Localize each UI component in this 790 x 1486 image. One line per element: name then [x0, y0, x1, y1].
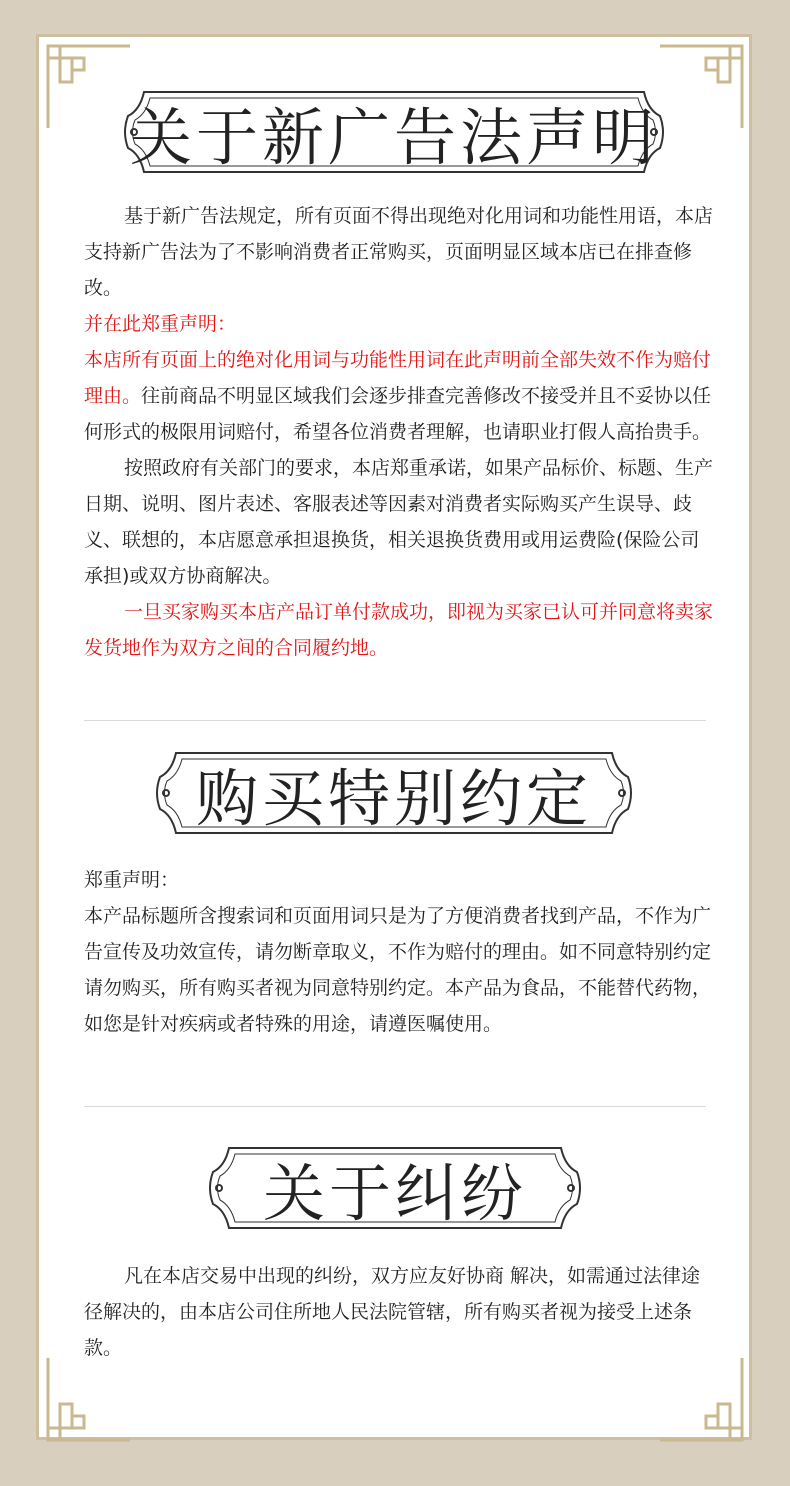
section2-paragraph-2: 本产品标题所含搜索词和页面用词只是为了方便消费者找到产品，不作为广告宣传及功效宣传，请勿断章取义，不作为赔付的理由。如不同意特别约定请勿购买，所有购买者视为同意特别约定。本产品为食品，不能替代药物，如您是针对疾病或者特殊的用途，请遵医嘱使用。 — [84, 905, 712, 1035]
divider-1 — [84, 720, 706, 721]
section3-title: 关于纠纷 — [262, 1156, 527, 1230]
section1-red-statement: 本店所有页面上的绝对化用词与功能性用词在此声明前全部失效不作为赔付理由。 — [84, 349, 712, 407]
corner-ornament-bottom-left — [44, 1354, 134, 1444]
corner-ornament-bottom-right — [656, 1354, 746, 1444]
section1-title: 关于新广告法声明 — [129, 100, 658, 174]
section3-paragraph-1: 凡在本店交易中出现的纠纷，双方应友好协商 解决，如需通过法律途径解决的，由本店公司住所地人民法院管辖，所有购买者视为接受上述条款。 — [84, 1265, 701, 1359]
section3-body — [84, 1258, 714, 1366]
section2-title: 购买特别约定 — [195, 761, 592, 835]
section1-paragraph-3 — [84, 342, 714, 450]
section1-declaration-heading: 并在此郑重声明： — [84, 313, 237, 335]
section1-paragraph-1: 基于新广告法规定，所有页面不得出现绝对化用词和功能性用语，本店支持新广告法为了不影响消费者正常购买，页面明显区域本店已在排查修改。 — [84, 205, 714, 299]
corner-ornament-top-right — [656, 42, 746, 132]
section1-body — [84, 198, 714, 666]
section1-title-frame — [120, 82, 668, 182]
section2-paragraph-1: 郑重声明： — [84, 869, 180, 891]
section1-paragraph-5: 一旦买家购买本店产品订单付款成功，即视为买家已认可并同意将卖家发货地作为双方之间的合同履约地。 — [84, 601, 714, 659]
section1-black-statement: 往前商品不明显区域我们会逐步排查完善修改不接受并且不妥协以任何形式的极限用词赔付，希望各位消费者理解，也请职业打假人高抬贵手。 — [84, 385, 712, 443]
divider-2 — [84, 1106, 706, 1107]
section1-paragraph-4: 按照政府有关部门的要求，本店郑重承诺，如果产品标价、标题、生产日期、说明、图片表述、客服表述等因素对消费者实际购买产生误导、歧义、联想的，本店愿意承担退换货，相关退换货费用或用运费险(保险公司承担)或双方协商解决。 — [84, 457, 714, 587]
section2-body — [84, 862, 714, 1042]
section3-title-frame — [205, 1138, 585, 1238]
section2-title-frame — [152, 743, 636, 843]
